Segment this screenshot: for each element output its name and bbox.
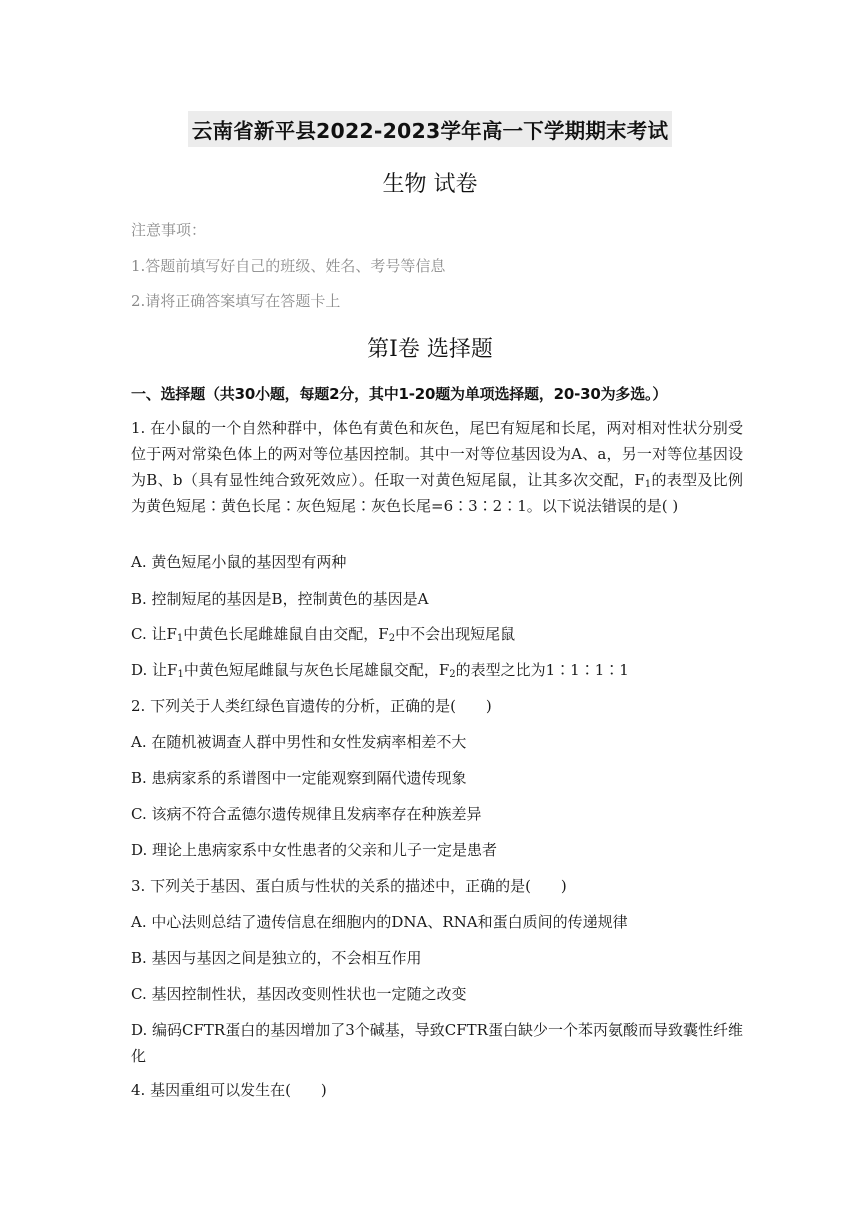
question-2-option-b[interactable]: B. 患病家系的系谱图中一定能观察到隔代遗传现象 — [131, 769, 467, 787]
question-2-option-a[interactable]: A. 在随机被调查人群中男性和女性发病率相差不大 — [131, 733, 467, 751]
question-1-option-b[interactable]: B. 控制短尾的基因是B，控制黄色的基因是A — [131, 590, 429, 608]
question-1-option-a[interactable]: A. 黄色短尾小鼠的基因型有两种 — [131, 553, 347, 571]
question-3-option-d[interactable]: D. 编码CFTR蛋白的基因增加了3个碱基，导致CFTR蛋白缺少一个苯丙氨酸而导致囊性纤维化 — [131, 1021, 743, 1065]
question-1-option-d[interactable]: D. 让$F_1$中黄色短尾雌鼠与灰色长尾雄鼠交配，$F_2$的表型之比为1∶1∶1∶1 — [131, 661, 629, 680]
question-1-stem: 1. 在小鼠的一个自然种群中，体色有黄色和灰色，尾巴有短尾和长尾，两对相对性状分别受位于两对常染色体上的两对等位基因控制。其中一对等位基因设为A、a，另一对等位基因设为B、b（具有显性纯合致死效应）。任取一对黄色短尾鼠，让其多次交配，$F_1$的表型及比例为黄色短尾∶黄色长尾∶灰色短尾∶灰色长尾=6∶3∶2∶1。以下说法错误的是( ) — [131, 419, 743, 515]
question-2-option-c[interactable]: C. 该病不符合孟德尔遗传规律且发病率存在种族差异 — [131, 805, 482, 823]
section-heading: 一、选择题（共30小题，每题2分，其中1-20题为单项选择题，20-30为多选。） — [131, 385, 668, 403]
exam-title-wrap — [0, 111, 860, 147]
question-3-option-b[interactable]: B. 基因与基因之间是独立的，不会相互作用 — [131, 949, 422, 967]
notice-item-2: 2.请将正确答案填写在答题卡上 — [131, 292, 341, 310]
notice-item-1: 1.答题前填写好自己的班级、姓名、考号等信息 — [131, 257, 446, 275]
question-3-option-c[interactable]: C. 基因控制性状，基因改变则性状也一定随之改变 — [131, 985, 467, 1003]
question-2-option-d[interactable]: D. 理论上患病家系中女性患者的父亲和儿子一定是患者 — [131, 841, 498, 859]
part-title: 第Ⅰ卷 选择题 — [367, 337, 493, 362]
notice-heading: 注意事项： — [131, 221, 207, 239]
exam-title: 云南省新平县2022-2023学年高一下学期期末考试 — [188, 111, 672, 147]
question-3-stem: 3. 下列关于基因、蛋白质与性状的关系的描述中，正确的是( ) — [131, 877, 567, 895]
exam-subtitle: 生物 试卷 — [382, 172, 478, 197]
question-2-stem: 2. 下列关于人类红绿色盲遗传的分析，正确的是( ) — [131, 697, 492, 715]
question-3-option-a[interactable]: A. 中心法则总结了遗传信息在细胞内的DNA、RNA和蛋白质间的传递规律 — [131, 913, 628, 931]
question-1-option-c[interactable]: C. 让$F_1$中黄色长尾雌雄鼠自由交配，$F_2$中不会出现短尾鼠 — [131, 625, 516, 644]
question-4-stem: 4. 基因重组可以发生在( ) — [131, 1081, 327, 1099]
